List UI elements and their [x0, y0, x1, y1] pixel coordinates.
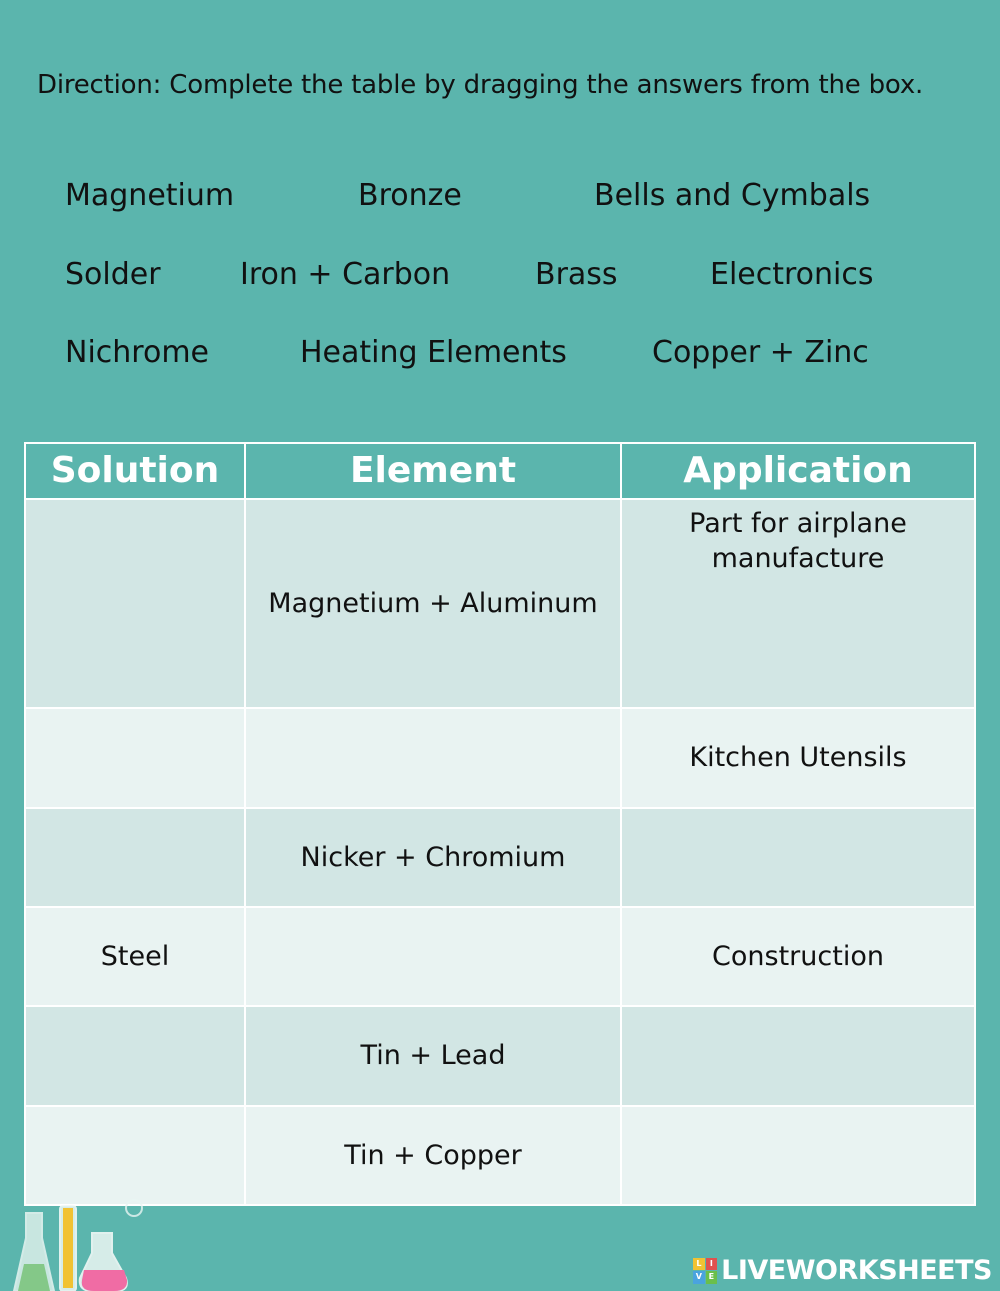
table-cell-solution: Steel: [25, 907, 245, 1006]
table-row: [25, 1006, 975, 1105]
answer-chip-nichrome[interactable]: Nichrome: [65, 335, 209, 370]
answer-chip-solder[interactable]: Solder: [65, 257, 161, 292]
answer-chip-bronze[interactable]: Bronze: [358, 178, 462, 213]
table-cell-element: Magnetium + Aluminum: [245, 499, 621, 708]
header-solution: Solution: [25, 443, 245, 499]
drop-cell-application[interactable]: [621, 1106, 975, 1205]
drop-cell-solution[interactable]: [25, 1106, 245, 1205]
alloy-table: [24, 442, 976, 1206]
header-application: Application: [621, 443, 975, 499]
answer-chip-copper-zinc[interactable]: Copper + Zinc: [652, 335, 869, 370]
drop-cell-solution[interactable]: [25, 808, 245, 907]
drop-cell-application[interactable]: [621, 1006, 975, 1105]
table-cell-element: Tin + Copper: [245, 1106, 621, 1205]
drop-cell-solution[interactable]: [25, 1006, 245, 1105]
table-cell-application: Part for airplane manufacture: [621, 499, 975, 708]
drop-cell-element[interactable]: [245, 708, 621, 807]
answer-chip-brass[interactable]: Brass: [535, 257, 618, 292]
table-cell-element: Tin + Lead: [245, 1006, 621, 1105]
drop-cell-application[interactable]: [621, 808, 975, 907]
table-cell-application: Kitchen Utensils: [621, 708, 975, 807]
liveworksheets-logo-icon: L I V E: [693, 1258, 717, 1284]
table-row: [25, 708, 975, 807]
answer-chip-iron-carbon[interactable]: Iron + Carbon: [240, 257, 451, 292]
drop-cell-solution[interactable]: [25, 708, 245, 807]
answer-chip-magnetium[interactable]: Magnetium: [65, 178, 235, 213]
drop-cell-solution[interactable]: [25, 499, 245, 708]
table-header-row: [25, 443, 975, 499]
liveworksheets-brand: [693, 1255, 992, 1286]
table-row: [25, 808, 975, 907]
table-cell-element: Nicker + Chromium: [245, 808, 621, 907]
table-row: [25, 907, 975, 1006]
table-cell-application: Construction: [621, 907, 975, 1006]
lab-glassware-icon: [0, 1198, 160, 1291]
answer-chip-heating-elements[interactable]: Heating Elements: [300, 335, 567, 370]
direction-text: Direction: Complete the table by dragging the answers from the box.: [37, 70, 924, 100]
header-element: Element: [245, 443, 621, 499]
table-row: [25, 499, 975, 708]
brand-name: LIVEWORKSHEETS: [721, 1255, 992, 1286]
drop-cell-element[interactable]: [245, 907, 621, 1006]
table-row: [25, 1106, 975, 1205]
answer-chip-bells-and-cymbals[interactable]: Bells and Cymbals: [594, 178, 871, 213]
answer-chip-electronics[interactable]: Electronics: [710, 257, 874, 292]
